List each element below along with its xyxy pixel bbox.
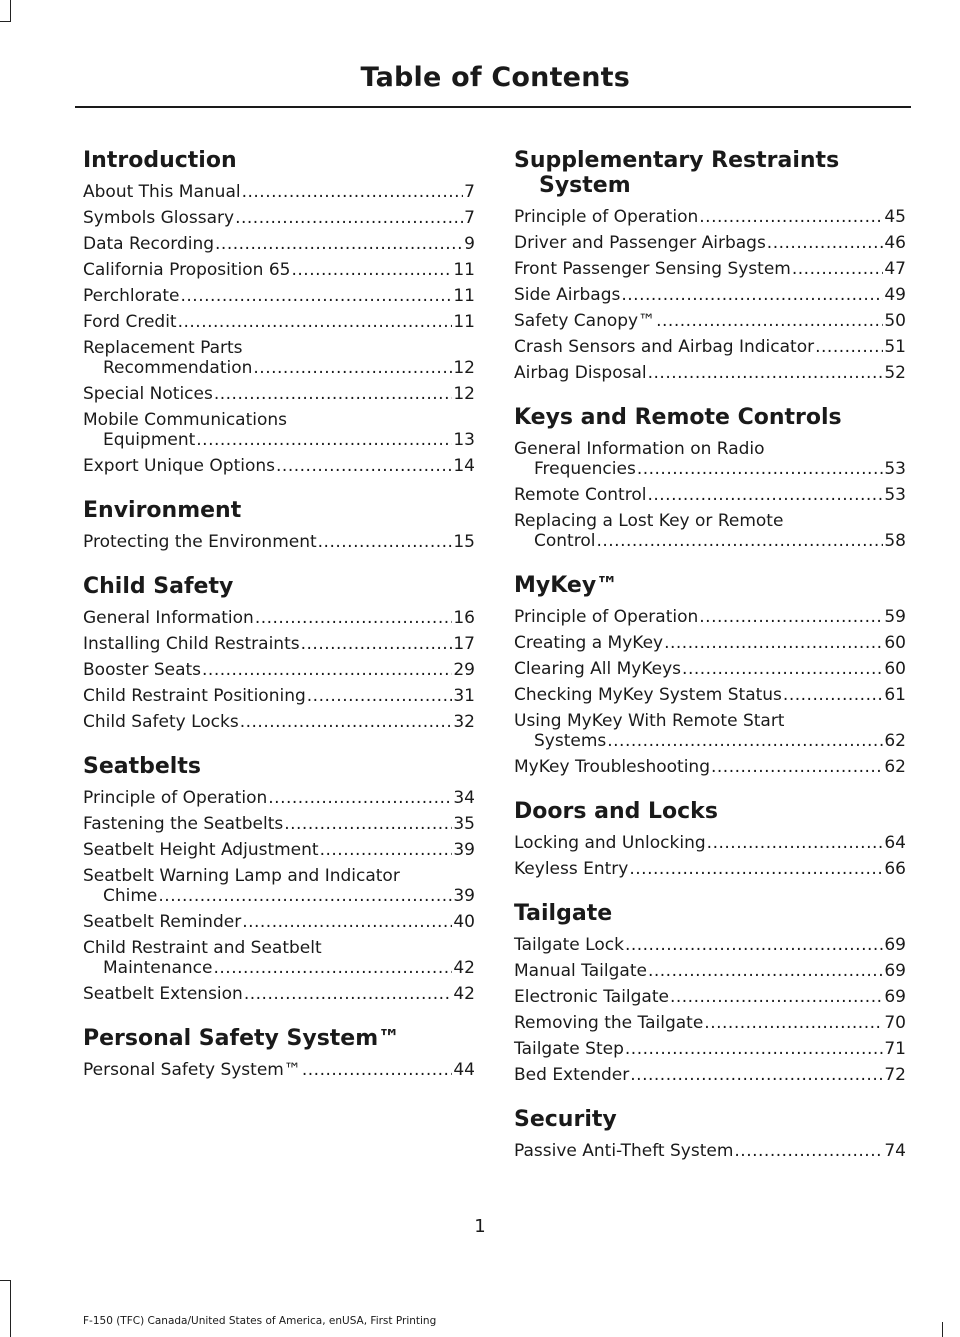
entry-title-line: Replacing a Lost Key or Remote [514, 511, 784, 531]
entry-page-number: 53 [884, 485, 906, 505]
entry-title: Principle of Operation [514, 207, 699, 227]
toc-section-security [514, 1107, 906, 1161]
dot-leader [242, 182, 464, 202]
toc-entry[interactable] [83, 712, 475, 732]
entry-page-number: 53 [884, 459, 906, 479]
entry-title: Perchlorate [83, 286, 180, 306]
dot-leader [178, 312, 453, 332]
dot-leader [637, 459, 884, 479]
dot-leader [196, 430, 452, 450]
entry-page-number: 7 [464, 182, 475, 202]
entry-title: Crash Sensors and Airbag Indicator [514, 337, 815, 357]
toc-column-right [514, 148, 906, 1183]
entry-line [83, 1060, 475, 1080]
entry-line [514, 961, 906, 981]
toc-entry[interactable] [514, 659, 906, 679]
dot-leader [621, 285, 883, 305]
toc-entry[interactable] [514, 987, 906, 1007]
dot-leader [291, 260, 452, 280]
entry-title: General Information [83, 608, 254, 628]
entry-page-number: 46 [884, 233, 906, 253]
dot-leader [253, 358, 452, 378]
entry-page-number: 31 [453, 686, 475, 706]
entry-title: Principle of Operation [514, 607, 699, 627]
toc-entry[interactable] [514, 233, 906, 253]
entry-page-number: 34 [453, 788, 475, 808]
entry-page-number: 61 [884, 685, 906, 705]
toc-entry[interactable] [83, 410, 475, 450]
dot-leader [664, 633, 883, 653]
toc-section-personal-safety-system [83, 1026, 475, 1080]
toc-entry[interactable] [514, 1013, 906, 1033]
toc-entry[interactable] [514, 833, 906, 853]
toc-entry[interactable] [514, 207, 906, 227]
toc-entry[interactable] [83, 312, 475, 332]
dot-leader [320, 840, 453, 860]
dot-leader [647, 485, 883, 505]
entry-line [83, 234, 475, 254]
entry-title: Safety Canopy™ [514, 311, 656, 331]
entry-line [514, 285, 906, 305]
dot-leader [242, 912, 452, 932]
entry-line [514, 311, 906, 331]
toc-entry[interactable] [514, 685, 906, 705]
entry-title: Electronic Tailgate [514, 987, 669, 1007]
entry-title: Child Safety Locks [83, 712, 239, 732]
entry-page-number: 60 [884, 659, 906, 679]
dot-leader [213, 958, 452, 978]
toc-entry[interactable] [83, 1060, 475, 1080]
entry-title-line: General Information on Radio [514, 439, 765, 459]
entry-page-number: 60 [884, 633, 906, 653]
entry-title: Booster Seats [83, 660, 202, 680]
entry-title: Ford Credit [83, 312, 177, 332]
crop-mark-bottom-left-h [0, 1280, 11, 1281]
entry-title: Manual Tailgate [514, 961, 647, 981]
entry-line [514, 1141, 906, 1161]
entry-line [83, 814, 475, 834]
section-heading: Security [514, 1107, 617, 1132]
dot-leader [255, 608, 453, 628]
section-heading: Introduction [83, 148, 237, 173]
dot-leader [629, 859, 883, 879]
entry-title: Symbols Glossary [83, 208, 235, 228]
dot-leader [607, 731, 883, 751]
entry-line [534, 731, 906, 751]
entry-page-number: 58 [884, 531, 906, 551]
section-heading: Child Safety [83, 574, 234, 599]
entry-page-number: 69 [884, 961, 906, 981]
toc-section-keys-and-remote-controls [514, 405, 906, 551]
toc-entry[interactable] [514, 363, 906, 383]
entry-page-number: 50 [884, 311, 906, 331]
entry-line [83, 912, 475, 932]
entry-title: Personal Safety System™ [83, 1060, 301, 1080]
entry-page-number: 66 [884, 859, 906, 879]
entry-line [514, 659, 906, 679]
toc-section-tailgate [514, 901, 906, 1085]
dot-leader [625, 1039, 883, 1059]
toc-entry[interactable] [83, 634, 475, 654]
entry-page-number: 42 [453, 984, 475, 1004]
entry-page-number: 51 [884, 337, 906, 357]
dot-leader [307, 686, 453, 706]
entry-line [83, 984, 475, 1004]
entry-title-line: Using MyKey With Remote Start [514, 711, 785, 731]
entry-page-number: 32 [453, 712, 475, 732]
toc-entry[interactable] [83, 384, 475, 404]
entry-page-number: 11 [453, 260, 475, 280]
dot-leader [301, 634, 453, 654]
entry-line [514, 987, 906, 1007]
entry-title: Recommendation [103, 358, 253, 378]
toc-entry[interactable] [514, 259, 906, 279]
toc-entry[interactable] [514, 859, 906, 879]
entry-page-number: 7 [464, 208, 475, 228]
entry-line [514, 1039, 906, 1059]
crop-mark-bottom-right [942, 1322, 943, 1337]
dot-leader [276, 456, 452, 476]
entry-title: Seatbelt Reminder [83, 912, 242, 932]
dot-leader [682, 659, 883, 679]
entry-title: MyKey Troubleshooting [514, 757, 710, 777]
entry-title: Keyless Entry [514, 859, 629, 879]
entry-page-number: 29 [453, 660, 475, 680]
toc-section-introduction [83, 148, 475, 476]
entry-title: Control [534, 531, 596, 551]
toc-entry[interactable] [514, 485, 906, 505]
entry-line [514, 757, 906, 777]
entry-title: Tailgate Lock [514, 935, 624, 955]
entry-page-number: 62 [884, 757, 906, 777]
toc-entry[interactable] [514, 1141, 906, 1161]
entry-line [514, 859, 906, 879]
toc-entry[interactable] [83, 532, 475, 552]
toc-entry[interactable] [83, 788, 475, 808]
toc-section-mykey [514, 573, 906, 777]
header-divider [75, 106, 911, 108]
page-title: Table of Contents [360, 62, 630, 93]
entry-page-number: 17 [453, 634, 475, 654]
entry-title: Export Unique Options [83, 456, 276, 476]
toc-section-environment [83, 498, 475, 552]
entry-title: About This Manual [83, 182, 241, 202]
toc-entry[interactable] [514, 961, 906, 981]
entry-line [103, 886, 475, 906]
entry-line [103, 958, 475, 978]
dot-leader [302, 1060, 453, 1080]
entry-title: Front Passenger Sensing System [514, 259, 791, 279]
toc-entry[interactable] [514, 1039, 906, 1059]
entry-line [83, 286, 475, 306]
entry-page-number: 11 [453, 286, 475, 306]
dot-leader [711, 757, 883, 777]
dot-leader [783, 685, 883, 705]
dot-leader [215, 234, 463, 254]
toc-entry[interactable] [514, 337, 906, 357]
entry-title: Creating a MyKey [514, 633, 664, 653]
entry-title: Chime [103, 886, 158, 906]
entry-title: California Proposition 65 [83, 260, 291, 280]
crop-mark-top-left-h [0, 21, 11, 22]
entry-page-number: 72 [884, 1065, 906, 1085]
entry-page-number: 42 [453, 958, 475, 978]
toc-entry[interactable] [83, 456, 475, 476]
dot-leader [815, 337, 883, 357]
entry-line [514, 935, 906, 955]
toc-entry[interactable] [514, 935, 906, 955]
entry-line [83, 840, 475, 860]
entry-line [83, 456, 475, 476]
entry-title: Locking and Unlocking [514, 833, 706, 853]
toc-entry[interactable] [83, 208, 475, 228]
entry-page-number: 13 [453, 430, 475, 450]
entry-page-number: 11 [453, 312, 475, 332]
dot-leader [202, 660, 452, 680]
entry-page-number: 15 [453, 532, 475, 552]
dot-leader [235, 208, 463, 228]
dot-leader [244, 984, 453, 1004]
entry-page-number: 40 [453, 912, 475, 932]
dot-leader [767, 233, 884, 253]
toc-entry[interactable] [83, 912, 475, 932]
toc-entry[interactable] [514, 311, 906, 331]
entry-page-number: 39 [453, 840, 475, 860]
toc-section-child-safety [83, 574, 475, 732]
dot-leader [158, 886, 452, 906]
entry-title: Passive Anti-Theft System [514, 1141, 734, 1161]
entry-title: Bed Extender [514, 1065, 630, 1085]
dot-leader [699, 207, 883, 227]
page-number: 1 [474, 1216, 486, 1237]
section-heading: MyKey™ [514, 573, 619, 598]
dot-leader [596, 531, 883, 551]
toc-section-supplementary-restraints-system [514, 148, 906, 383]
entry-title: Installing Child Restraints [83, 634, 300, 654]
toc-section-doors-and-locks [514, 799, 906, 879]
entry-page-number: 71 [884, 1039, 906, 1059]
entry-line [514, 833, 906, 853]
entry-page-number: 69 [884, 987, 906, 1007]
toc-entry[interactable] [83, 660, 475, 680]
toc-entry[interactable] [83, 984, 475, 1004]
dot-leader [630, 1065, 883, 1085]
entry-line [514, 363, 906, 383]
entry-page-number: 45 [884, 207, 906, 227]
entry-title: Data Recording [83, 234, 215, 254]
entry-title-line: Seatbelt Warning Lamp and Indicator [83, 866, 400, 886]
toc-entry[interactable] [83, 182, 475, 202]
entry-title: Checking MyKey System Status [514, 685, 782, 705]
dot-leader [699, 607, 883, 627]
toc-entry[interactable] [83, 840, 475, 860]
toc-entry[interactable] [83, 686, 475, 706]
entry-line [83, 686, 475, 706]
dot-leader [792, 259, 883, 279]
toc-entry[interactable] [514, 757, 906, 777]
entry-title: Driver and Passenger Airbags [514, 233, 766, 253]
entry-title: Clearing All MyKeys [514, 659, 682, 679]
entry-page-number: 12 [453, 358, 475, 378]
toc-entry[interactable] [514, 1065, 906, 1085]
entry-line [514, 633, 906, 653]
entry-line [83, 208, 475, 228]
section-heading: Seatbelts [83, 754, 201, 779]
entry-title-line: Replacement Parts [83, 338, 243, 358]
entry-title: Tailgate Step [514, 1039, 624, 1059]
dot-leader [268, 788, 452, 808]
entry-line [83, 260, 475, 280]
crop-mark-top-left [10, 0, 11, 22]
toc-entry[interactable] [83, 608, 475, 628]
entry-title: Seatbelt Height Adjustment [83, 840, 319, 860]
toc-entry[interactable] [514, 711, 906, 751]
toc-entry[interactable] [83, 338, 475, 378]
entry-page-number: 74 [884, 1141, 906, 1161]
entry-page-number: 16 [453, 608, 475, 628]
crop-mark-bottom-left [10, 1280, 11, 1337]
dot-leader [240, 712, 453, 732]
section-heading: Doors and Locks [514, 799, 718, 824]
entry-line [83, 712, 475, 732]
entry-title: Special Notices [83, 384, 213, 404]
entry-title: Systems [534, 731, 607, 751]
toc-entry[interactable] [83, 938, 475, 978]
toc-entry[interactable] [83, 866, 475, 906]
entry-title-line: Mobile Communications [83, 410, 288, 430]
entry-title: Fastening the Seatbelts [83, 814, 284, 834]
entry-line [514, 607, 906, 627]
entry-title: Child Restraint Positioning [83, 686, 306, 706]
entry-line [103, 358, 475, 378]
entry-line [83, 788, 475, 808]
dot-leader [704, 1013, 883, 1033]
entry-line [83, 532, 475, 552]
entry-page-number: 39 [453, 886, 475, 906]
dot-leader [284, 814, 452, 834]
entry-title: Equipment [103, 430, 196, 450]
toc-section-seatbelts [83, 754, 475, 1004]
dot-leader [670, 987, 883, 1007]
entry-line [83, 608, 475, 628]
entry-line [83, 182, 475, 202]
toc-entry[interactable] [83, 814, 475, 834]
entry-title: Side Airbags [514, 285, 621, 305]
toc-entry[interactable] [514, 607, 906, 627]
dot-leader [656, 311, 883, 331]
entry-title: Protecting the Environment [83, 532, 317, 552]
entry-line [83, 312, 475, 332]
toc-entry[interactable] [514, 633, 906, 653]
entry-title: Removing the Tailgate [514, 1013, 704, 1033]
dot-leader [707, 833, 884, 853]
entry-page-number: 62 [884, 731, 906, 751]
entry-line [514, 1013, 906, 1033]
entry-line [514, 685, 906, 705]
toc-entry[interactable] [83, 286, 475, 306]
section-heading: Tailgate [514, 901, 613, 926]
toc-column-left [83, 148, 475, 1102]
toc-entry[interactable] [514, 439, 906, 479]
entry-page-number: 59 [884, 607, 906, 627]
entry-page-number: 69 [884, 935, 906, 955]
dot-leader [648, 363, 884, 383]
entry-line [534, 459, 906, 479]
dot-leader [181, 286, 453, 306]
entry-page-number: 70 [884, 1013, 906, 1033]
printing-info: F-150 (TFC) Canada/United States of America, enUSA, First Printing [83, 1315, 437, 1327]
dot-leader [214, 384, 453, 404]
entry-title: Principle of Operation [83, 788, 268, 808]
toc-entry[interactable] [83, 234, 475, 254]
entry-line [514, 485, 906, 505]
entry-page-number: 49 [884, 285, 906, 305]
entry-line [514, 207, 906, 227]
entry-line [534, 531, 906, 551]
entry-page-number: 14 [453, 456, 475, 476]
entry-line [514, 337, 906, 357]
toc-entry[interactable] [514, 285, 906, 305]
entry-line [83, 634, 475, 654]
entry-page-number: 12 [453, 384, 475, 404]
entry-line [83, 384, 475, 404]
section-heading: Environment [83, 498, 242, 523]
entry-title: Remote Control [514, 485, 647, 505]
entry-line [514, 233, 906, 253]
dot-leader [648, 961, 883, 981]
dot-leader [318, 532, 453, 552]
entry-title: Maintenance [103, 958, 213, 978]
entry-line [103, 430, 475, 450]
entry-page-number: 35 [453, 814, 475, 834]
toc-entry[interactable] [514, 511, 906, 551]
entry-page-number: 64 [884, 833, 906, 853]
entry-title: Airbag Disposal [514, 363, 647, 383]
entry-page-number: 47 [884, 259, 906, 279]
toc-entry[interactable] [83, 260, 475, 280]
entry-line [83, 660, 475, 680]
entry-title-line: Child Restraint and Seatbelt [83, 938, 322, 958]
section-heading: Keys and Remote Controls [514, 405, 842, 430]
entry-page-number: 9 [464, 234, 475, 254]
dot-leader [734, 1141, 883, 1161]
entry-page-number: 44 [453, 1060, 475, 1080]
section-heading: Personal Safety System™ [83, 1026, 401, 1051]
entry-title: Seatbelt Extension [83, 984, 243, 1004]
entry-line [514, 259, 906, 279]
section-heading: Supplementary Restraints System [514, 148, 840, 198]
dot-leader [625, 935, 883, 955]
entry-page-number: 52 [884, 363, 906, 383]
entry-title: Frequencies [534, 459, 636, 479]
entry-line [514, 1065, 906, 1085]
